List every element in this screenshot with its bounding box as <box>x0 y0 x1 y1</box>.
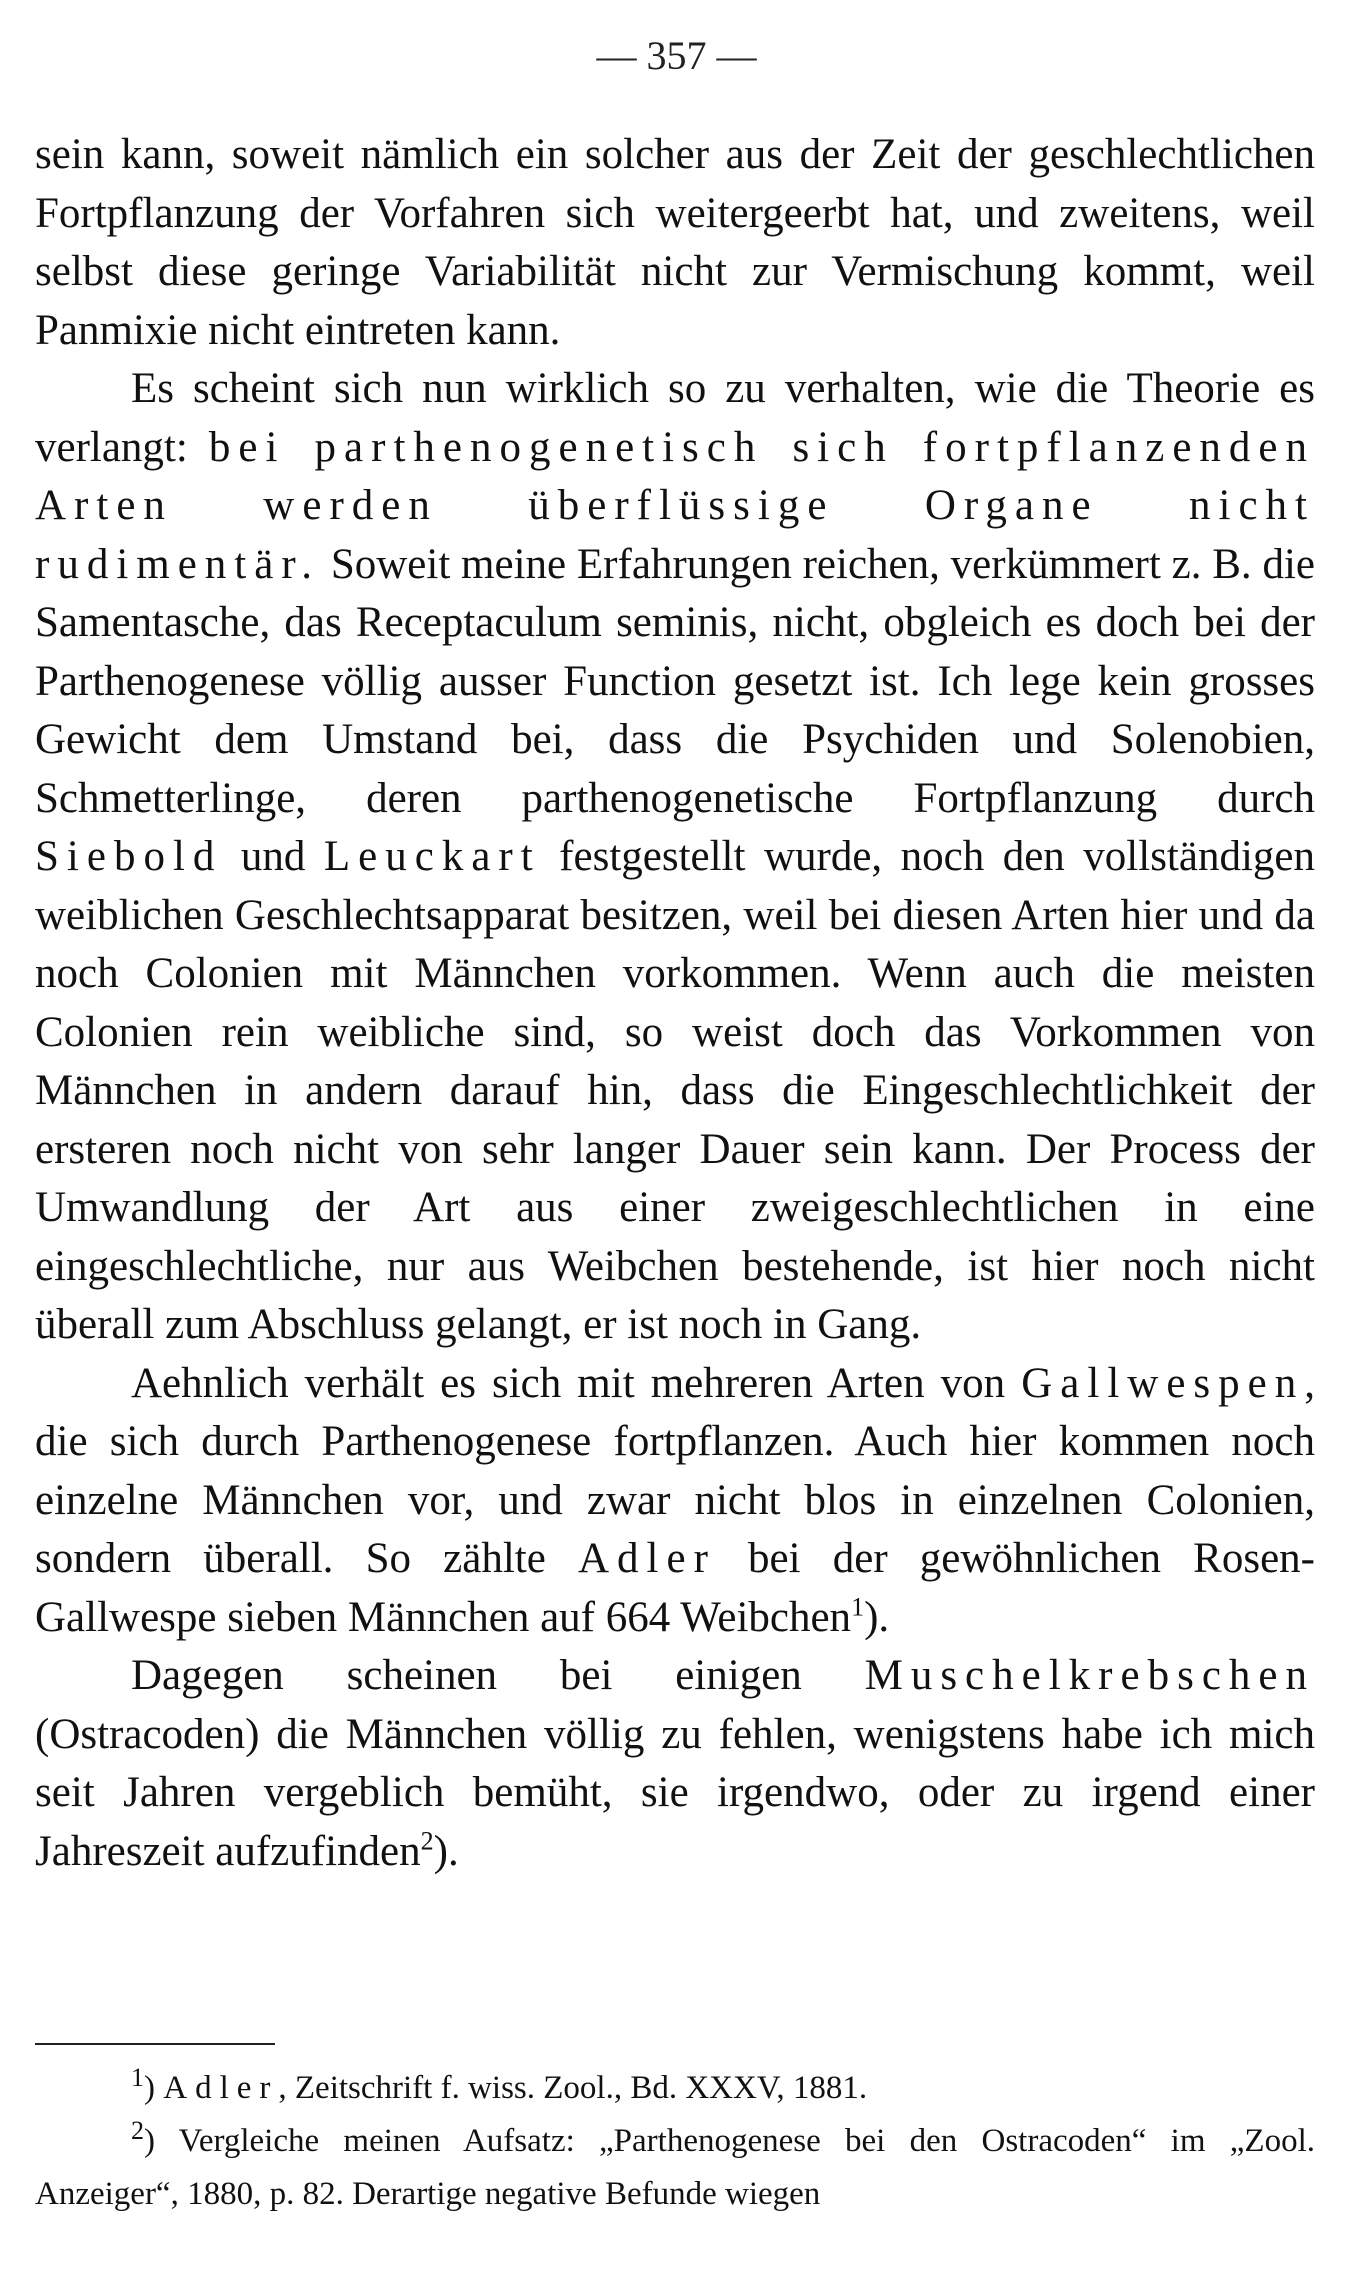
footnote-marker: 1 <box>131 2063 144 2092</box>
spaced-emphasis: Leuckart <box>323 833 541 880</box>
text-run: und <box>222 833 324 880</box>
footnotes <box>35 2062 1315 2221</box>
footnote <box>35 2062 1315 2115</box>
paragraph <box>35 360 1315 1355</box>
footnote-marker: 1 <box>851 1592 865 1622</box>
text-run: ). <box>864 1593 890 1641</box>
page-number: — 357 — <box>596 33 757 78</box>
footnote <box>35 2115 1315 2221</box>
body-text <box>35 126 1315 1881</box>
text-run: festgestellt wurde, noch den vollständigen weiblichen Geschlechtsapparat besitzen, weil bei diesen Arten hier und da noch Colonien mit Männchen vorkommen. Wenn auch die meisten Colonien rein weibliche sind, so weist doch das Vorkommen von Männchen in andern darauf hin, dass die Eingeschlechtlichkeit der ersteren noch nicht von sehr langer Dauer sein kann. Der Process der Umwandlung der Art aus einer zweigeschlechtlichen in eine eingeschlechtliche, nur aus Weibchen bestehende, ist hier noch nicht überall zum Abschluss gelangt, er ist noch in Gang. <box>35 833 1315 1348</box>
paragraph <box>35 126 1315 360</box>
text-run: ). <box>433 1827 459 1875</box>
spaced-emphasis: Siebold <box>35 833 223 880</box>
spaced-emphasis: Muschelkrebschen <box>864 1652 1315 1699</box>
text-run: , die sich durch Parthenogenese fortpflanzen. Auch hier kommen noch einzelne Männchen vor, und zwar nicht blos in einzelnen Colonien, sondern überall. So zählte <box>35 1359 1315 1582</box>
spaced-emphasis: bei parthenogenetisch sich fortpflanzenden Arten werden überflüssige Organe nicht rudimentär. <box>35 423 1315 588</box>
text-run: sein kann, soweit nämlich ein solcher aus der Zeit der geschlechtlichen Fortpflanzung der Vorfahren sich weitergeerbt hat, und zweitens, weil selbst diese geringe Variabilität nicht zur Vermischung kommt, weil Panmixie nicht eintreten kann. <box>35 131 1315 354</box>
paragraph <box>35 1647 1315 1881</box>
text-run: (Ostracoden) die Männchen völlig zu fehlen, wenigstens habe ich mich seit Jahren vergeblich bemüht, sie irgendwo, oder zu irgend einer Jahreszeit aufzufinden <box>35 1710 1315 1875</box>
text-run: , Zeitschrift f. wiss. Zool., Bd. XXXV, 1881. <box>278 2070 868 2106</box>
spaced-emphasis: Adler <box>577 1535 716 1582</box>
text-run: Es scheint sich nun wirklich so zu verhalten, wie die Theorie es verlangt: <box>35 365 1315 471</box>
text-run: ) Vergleiche meinen Aufsatz: „Parthenogenese bei den Ostracoden“ im „Zool. Anzeiger“, 1880, p. 82. Derartige negative Befunde wiegen <box>35 2123 1315 2212</box>
footnote-marker: 2 <box>420 1826 434 1856</box>
spaced-emphasis: Adler <box>163 2070 279 2106</box>
footnote-marker: 2 <box>131 2116 144 2145</box>
text-run: bei der gewöhnlichen Rosen-Gallwespe sieben Männchen auf 664 Weibchen <box>35 1535 1315 1641</box>
text-run: ) <box>144 2070 164 2106</box>
text-run: Aehnlich verhält es sich mit mehreren Arten von <box>131 1359 1022 1407</box>
text-run: Dagegen scheinen bei einigen <box>131 1652 865 1699</box>
footnote-divider <box>35 2043 275 2045</box>
paragraph <box>35 1355 1315 1648</box>
spaced-emphasis: Gallwespen <box>1021 1359 1305 1407</box>
text-run: Soweit meine Erfahrungen reichen, verkümmert z. B. die Samentasche, das Receptaculum seminis, nicht, obgleich es doch bei der Parthenogenese völlig ausser Function gesetzt ist. Ich lege kein grosses Gewicht dem Umstand bei, dass die Psychiden und Solenobien, Schmetterlinge, deren parthenogenetische Fortpflanzung durch <box>35 540 1315 822</box>
